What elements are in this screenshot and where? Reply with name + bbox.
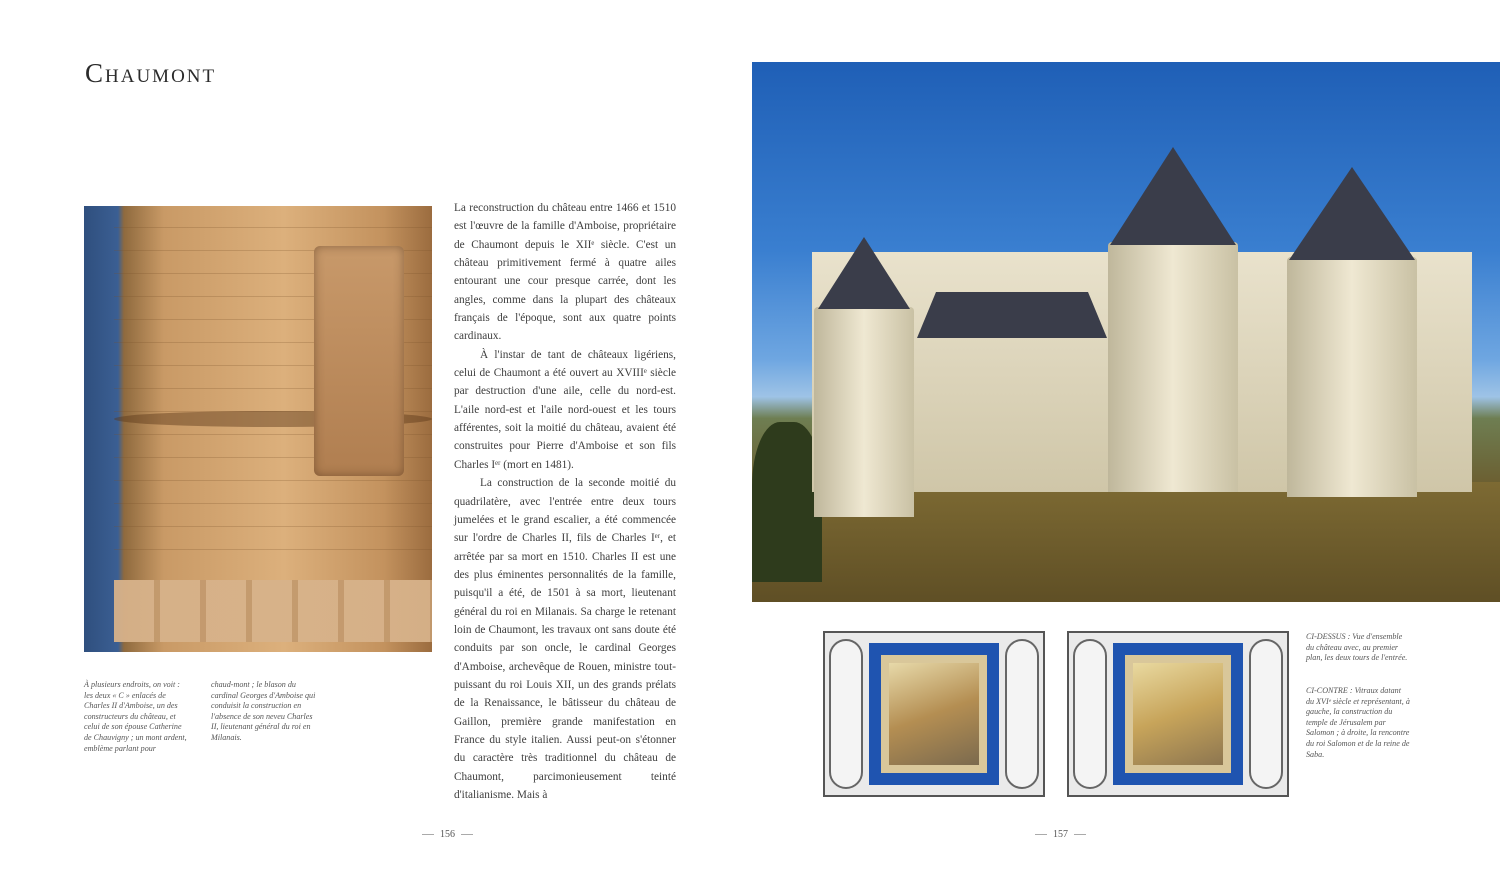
glass-arch-left [1073,639,1107,789]
caption-above: CI-DESSUS : Vue d'ensemble du château avec, au premier plan, les deux tours de l'entrée. [1306,632,1408,663]
body-text [454,199,676,804]
page-title: Chaumont [85,58,217,88]
glass-arch-right [1249,639,1283,789]
paragraph-1: La reconstruction du château entre 1466 et 1510 est l'œuvre de la famille d'Amboise, propriétaire de Chaumont depuis le XIIᵉ siècle. C'est un château primitivement fermé à quatre ailes entourant une cour presque carrée, dont les angles, comme dans la plupart des châteaux français de l'époque, sont aux quatre points cardinaux. [454,202,676,343]
tower-emblem-niche [314,246,404,476]
glass-scene-saba [1133,663,1223,765]
tower-carved-frieze [114,580,432,642]
tower-detail-photo [84,206,432,652]
page-number-left: 156 [416,829,479,840]
stained-glass-right [1067,631,1289,797]
castle-wing-roof [917,292,1107,338]
castle-entrance-tower-right [1287,257,1417,497]
stained-glass-left [823,631,1045,797]
photo-caption-col1: À plusieurs endroits, on voit : les deux « C » enlacés de Charles II d'Amboise, un des constructeurs du château, et celui de son épouse Catherine de Chauvigny ; un mont ardent, emblème parlant pour [84,680,187,753]
paragraph-2: À l'instar de tant de châteaux ligériens, celui de Chaumont a été ouvert au XVIIIᵉ siècle par destruction d'une aile, celle du nord-est. L'aile nord-est et l'aile nord-ouest et les tours afférentes, soit la moitié du château, avaient été construites pour Pierre d'Amboise et son fils Charles Iᵉʳ (mort en 1481). [454,348,676,471]
glass-blue-border [869,643,999,785]
castle-photo [752,62,1500,602]
page-number-right: 157 [1029,829,1092,840]
glass-arch-right [1005,639,1039,789]
castle-west-tower [814,307,914,517]
photo-caption-col2: chaud-mont ; le blason du cardinal Georges d'Amboise qui conduisit la construction en l'absence de son neveu Charles II, lieutenant général du roi en Milanais. [211,680,316,742]
castle-entrance-roof-right [1289,167,1415,260]
glass-arch-left [829,639,863,789]
glass-blue-border [1113,643,1243,785]
castle-entrance-roof-left [1110,147,1236,245]
glass-scene-temple [889,663,979,765]
castle-entrance-tower-left [1108,242,1238,492]
caption-opposite: CI-CONTRE : Vitraux datant du XVIᵉ siècle et représentant, à gauche, la construction du temple de Jérusalem par Salomon ; à droite, la rencontre du roi Salomon et de la reine de Saba. [1306,686,1410,759]
paragraph-3: La construction de la seconde moitié du quadrilatère, avec l'entrée entre deux tours jumelées et le grand escalier, a été commencée sur l'ordre de Charles II, fils de Charles Iᵉʳ, et arrêtée par sa mort en 1510. Charles II est une des plus éminentes personnalités de la famille, puisqu'il a été, de 1501 à sa mort, lieutenant général du roi en Milanais. Sa charge le retenant loin de Chaumont, les travaux ont sans doute été conduits par son oncle, le cardinal Georges d'Amboise, archevêque de Rouen, ministre tout-puissant du roi Louis XII, un des grands prélats de la Renaissance, le bâtisseur du château de Gaillon, première grande manifestation en France du style italien. Aussi peut-on s'étonner du caractère très traditionnel du château de Chaumont, parcimonieusement teinté d'italianisme. Mais à [454,477,676,801]
